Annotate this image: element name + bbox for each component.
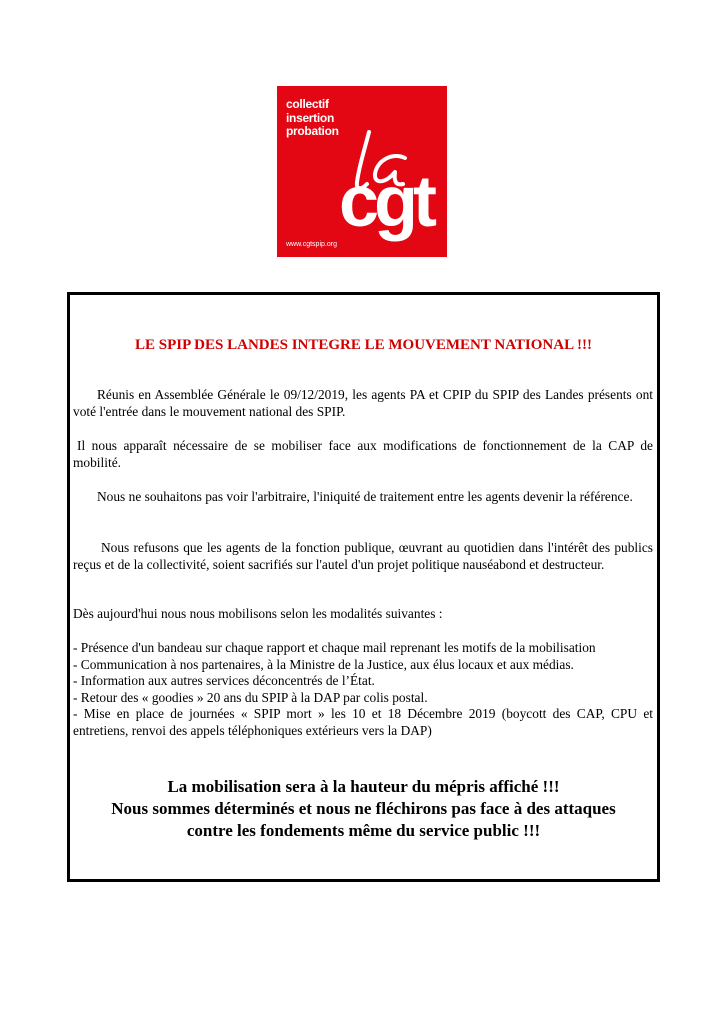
cgt-logo bbox=[277, 86, 447, 257]
conclusion-line: contre les fondements même du service public !!! bbox=[186, 821, 541, 840]
conclusion-line: Nous sommes déterminés et nous ne fléchirons pas face à des attaques bbox=[111, 799, 616, 818]
list-item: - Communication à nos partenaires, à la Ministre de la Justice, aux élus locaux et aux médias. bbox=[73, 656, 574, 672]
list-item: - Retour des « goodies » 20 ans du SPIP à la DAP par colis postal. bbox=[73, 689, 428, 705]
modalities-list bbox=[73, 640, 653, 739]
paragraph-refusal: Nous refusons que les agents de la fonction publique, œuvrant au quotidien dans l'intérêt des publics reçus et de la collectivité, soient sacrifiés sur l'autel d'un projet politique nauséabond et destructeur. bbox=[73, 540, 653, 572]
logo-line-probation: probation bbox=[286, 124, 339, 138]
logo-line-collectif: collectif bbox=[286, 97, 329, 111]
logo-line-insertion: insertion bbox=[286, 110, 334, 125]
paragraph-modalities-intro: Dès aujourd'hui nous nous mobilisons selon les modalités suivantes : bbox=[73, 606, 443, 621]
paragraph-arbitrary: Nous ne souhaitons pas voir l'arbitraire, l'iniquité de traitement entre les agents devenir la référence. bbox=[97, 489, 633, 504]
paragraph-cap-mobility: Il nous apparaît nécessaire de se mobiliser face aux modifications de fonctionnement de la CAP de mobilité. bbox=[73, 438, 653, 470]
logo-cgt-text: cgt bbox=[339, 162, 432, 242]
list-item: - Mise en place de journées « SPIP mort » les 10 et 18 Décembre 2019 (boycott des CAP, CPU et entretiens, renvoi des appels téléphoniques extérieurs vers la DAP) bbox=[73, 706, 653, 738]
logo-url: www.cgtspip.org bbox=[286, 241, 337, 248]
page-title: LE SPIP DES LANDES INTEGRE LE MOUVEMENT NATIONAL !!! bbox=[134, 337, 593, 353]
list-item: - Présence d'un bandeau sur chaque rapport et chaque mail reprenant les motifs de la mobilisation bbox=[73, 640, 596, 655]
conclusion-line: La mobilisation sera à la hauteur du mépris affiché !!! bbox=[167, 777, 560, 796]
list-item: - Information aux autres services déconcentrés de l’État. bbox=[73, 673, 375, 688]
paragraph-assembly: Réunis en Assemblée Générale le 09/12/2019, les agents PA et CPIP du SPIP des Landes présents ont voté l'entrée dans le mouvement national des SPIP. bbox=[73, 387, 653, 419]
conclusion bbox=[67, 776, 660, 842]
